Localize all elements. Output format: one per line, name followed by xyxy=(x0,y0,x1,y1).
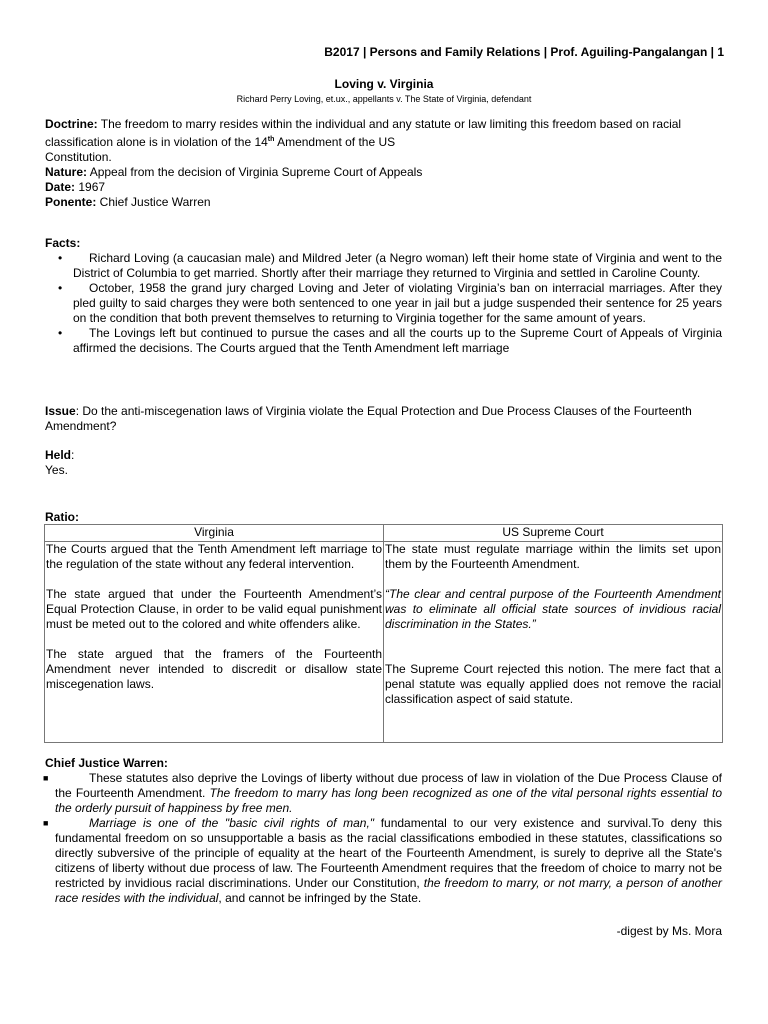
bullet-icon: • xyxy=(58,251,63,265)
warren-item: ■ These statutes also deprive the Lovings of liberty without due process of law in violation of the Due Process Clause of the Fourteenth Amendment. The freedom to marry has long been recognized as one of the vital personal rights essential to the orderly pursuit of happiness by free men. xyxy=(43,771,723,815)
ratio-heading: Ratio: xyxy=(45,510,79,524)
court-cell: The state must regulate marriage within the limits set upon them by the Fourteenth Amendment. “The clear and central purpose of the Fourteenth Amendment was to eliminate all official state sources of invidious racial discrimination in the States.” The Supreme Court rejected this notion. The mere fact that a penal statute was equally applied does not remove the racial classification aspect of said statute. xyxy=(384,542,723,743)
ponente-label: Ponente: xyxy=(45,195,97,209)
date xyxy=(45,180,722,195)
ponente xyxy=(45,195,722,210)
doctrine-text: The freedom to marry resides within the individual and any statute or law limiting this freedom based on racial classification alone is in violation of the 14 xyxy=(45,117,682,149)
doctrine-label: Doctrine: xyxy=(45,117,98,131)
warren-heading: Chief Justice Warren: xyxy=(45,756,168,770)
date-label: Date: xyxy=(45,180,76,194)
page-header: B2017 | Persons and Family Relations | Prof. Aguiling-Pangalangan | 1 xyxy=(324,45,724,59)
doctrine-text-b: Amendment of the US xyxy=(274,135,396,149)
doctrine-sup: th xyxy=(267,136,275,143)
fact-item: • Richard Loving (a caucasian male) and Mildred Jeter (a Negro woman) left their home state of Virginia and went to the District of Columbia to get married. Shortly after their marriage they returned to Virginia and settled in Caroline County. xyxy=(58,251,722,280)
held-text: Yes. xyxy=(45,463,68,477)
case-parties: Richard Perry Loving, et.ux., appellants v. The State of Virginia, defendant xyxy=(236,94,532,104)
issue-label: Issue xyxy=(45,404,76,418)
column-header-virginia: Virginia xyxy=(45,525,384,542)
bullet-icon: ■ xyxy=(43,818,49,828)
case-title: Loving v. Virginia xyxy=(334,77,434,91)
fact-item: • October, 1958 the grand jury charged Loving and Jeter of violating Virginia’s ban on interracial marriages. After they pled guilty to said charges they were both sentenced to one year in jail but a judge suspended their sentence for 25 years on the condition that both prevent themselves to returning to Virginia together for the same amount of years. xyxy=(58,281,722,325)
column-header-court: US Supreme Court xyxy=(384,525,723,542)
nature-label: Nature: xyxy=(45,165,88,179)
warren-list xyxy=(45,771,722,906)
issue xyxy=(45,404,722,434)
issue-text: : Do the anti-miscegenation laws of Virginia violate the Equal Protection and Due Process Clauses of the Fourteenth Amendment? xyxy=(45,404,692,433)
bullet-icon: • xyxy=(58,326,63,340)
table-row xyxy=(45,542,723,743)
case-meta xyxy=(45,117,722,210)
virginia-cell: The Courts argued that the Tenth Amendment left marriage to the regulation of the state without any federal intervention. The state argued that under the Fourteenth Amendment’s Equal Protection Clause, in order to be valid equal punishment must be meted out to the colored and white offenders alike. The state argued that the framers of the Fourteenth Amendment never intended to discredit or disallow state miscegenation laws. xyxy=(45,542,384,743)
nature-text: Appeal from the decision of Virginia Supreme Court of Appeals xyxy=(87,165,423,179)
nature xyxy=(45,165,722,180)
ponente-text: Chief Justice Warren xyxy=(96,195,211,209)
date-text: 1967 xyxy=(75,180,106,194)
ratio-table xyxy=(44,524,723,743)
facts-list xyxy=(45,251,722,356)
bullet-icon: ■ xyxy=(43,773,49,783)
doctrine xyxy=(45,117,722,165)
bullet-icon: • xyxy=(58,281,63,295)
doctrine-text-c: Constitution. xyxy=(45,150,112,164)
facts-heading: Facts: xyxy=(45,236,81,250)
held-heading: Held: xyxy=(45,448,75,462)
fact-item: • The Lovings left but continued to pursue the cases and all the courts up to the Supreme Court of Appeals of Virginia affirmed the decisions. The Courts argued that the Tenth Amendment left marriage xyxy=(58,326,722,355)
warren-item: ■ Marriage is one of the "basic civil rights of man," fundamental to our very existence and survival.To deny this fundamental freedom on so unsupportable a basis as the racial classifications embodied in these statutes, classifications so directly subversive of the principle of equality at the heart of the Fourteenth Amendment, is surely to deprive all the State's citizens of liberty without due process of law. The Fourteenth Amendment requires that the freedom of choice to marry not be restricted by invidious racial discriminations. Under our Constitution, the freedom to marry, or not marry, a person of another race resides with the individual, and cannot be infringed by the State. xyxy=(43,816,722,905)
digest-signature: -digest by Ms. Mora xyxy=(616,924,722,938)
